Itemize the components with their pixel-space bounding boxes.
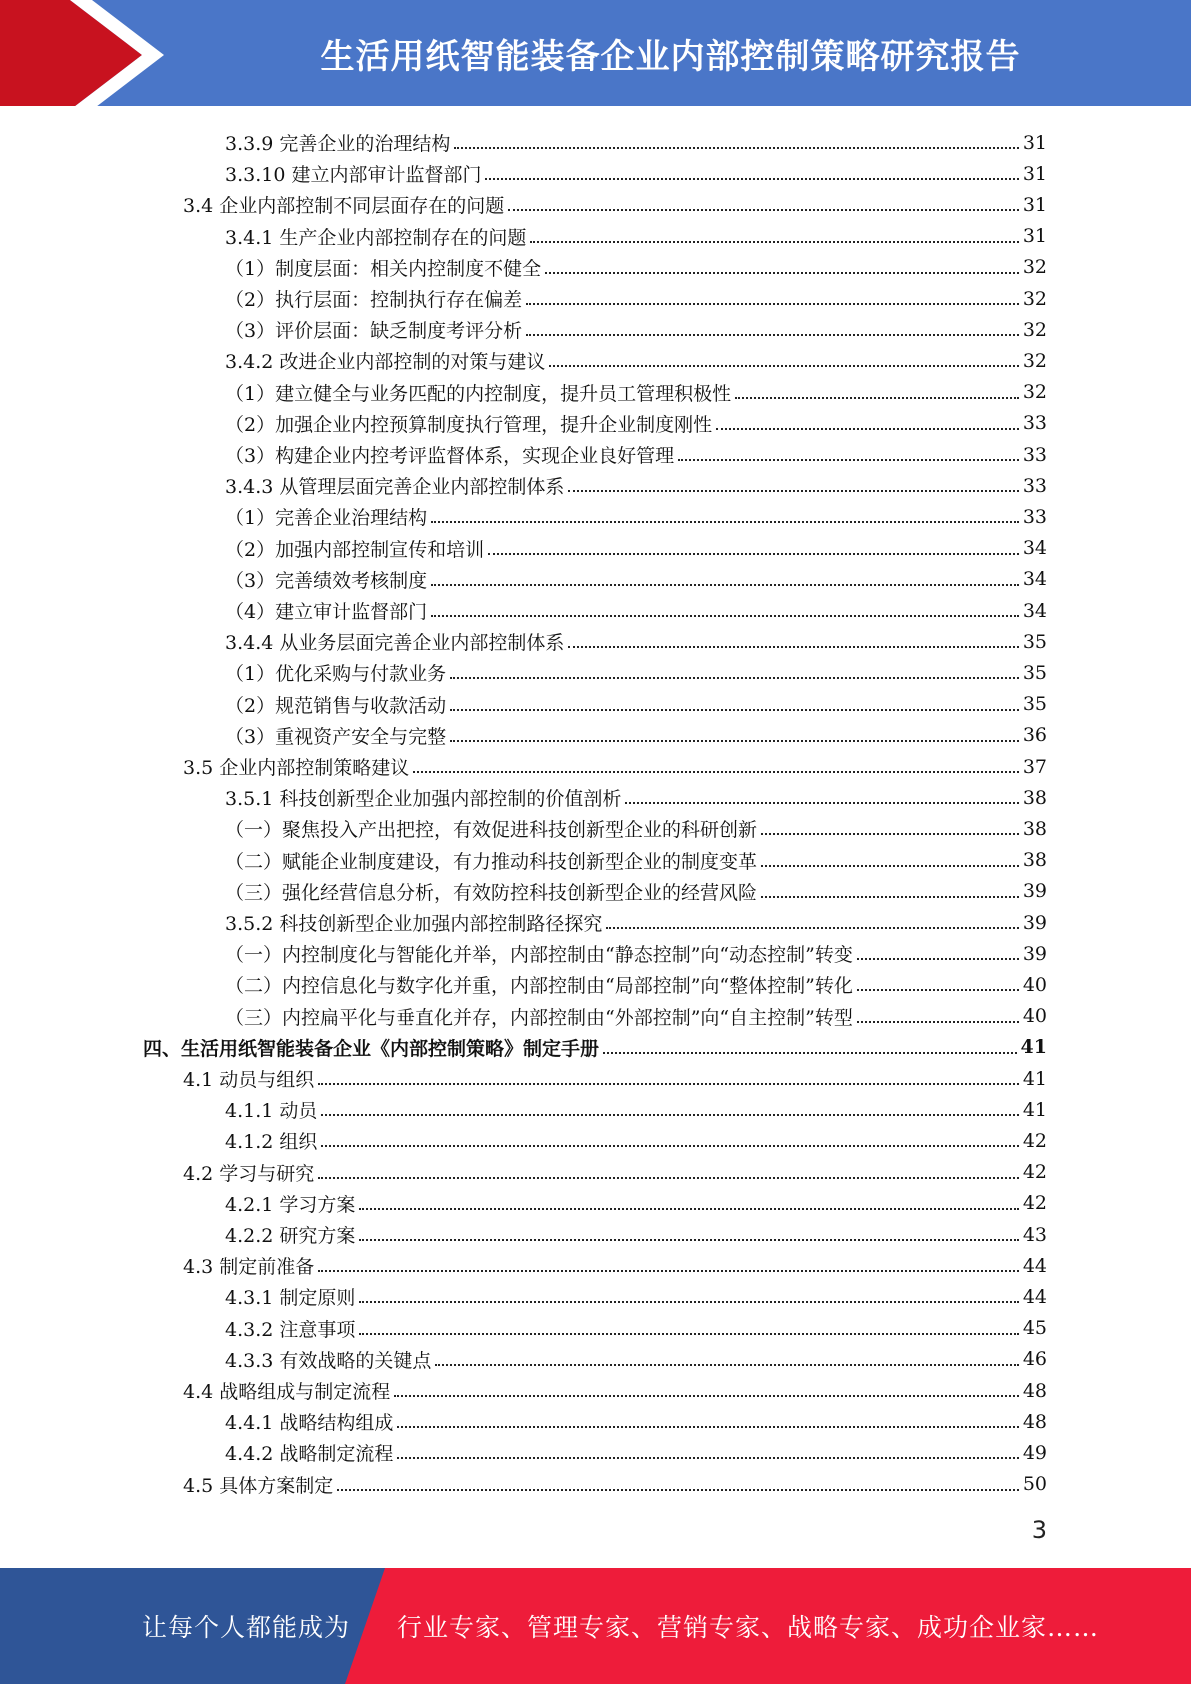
toc-entry-page: 34 bbox=[1022, 568, 1047, 591]
toc-entry-page: 33 bbox=[1022, 474, 1047, 497]
toc-entry[interactable] bbox=[225, 907, 1047, 938]
toc-entry[interactable] bbox=[225, 845, 1047, 876]
toc-entry-label: （3）评价层面：缺乏制度考评分析 bbox=[225, 320, 523, 343]
toc-entry[interactable] bbox=[183, 1375, 1047, 1406]
toc-leader-dots bbox=[321, 1113, 1018, 1116]
toc-entry[interactable] bbox=[225, 439, 1047, 470]
page-footer bbox=[0, 1568, 1191, 1684]
toc-entry[interactable] bbox=[225, 1313, 1047, 1344]
toc-leader-dots bbox=[716, 427, 1019, 430]
toc-entry-page: 33 bbox=[1022, 443, 1047, 466]
toc-entry-label: （一）聚焦投入产出把控，有效促进科技创新型企业的科研创新 bbox=[225, 819, 758, 842]
toc-leader-dots bbox=[568, 645, 1018, 648]
toc-leader-dots bbox=[359, 1300, 1018, 1303]
toc-entry[interactable] bbox=[183, 1250, 1047, 1281]
toc-leader-dots bbox=[761, 895, 1019, 898]
toc-leader-dots bbox=[397, 1456, 1018, 1459]
toc-entry-label: （2）加强企业内控预算制度执行管理，提升企业制度刚性 bbox=[225, 413, 713, 436]
toc-entry-page: 35 bbox=[1022, 630, 1047, 653]
toc-entry-page: 38 bbox=[1022, 786, 1047, 809]
toc-leader-dots bbox=[857, 988, 1019, 991]
toc-leader-dots bbox=[318, 1176, 1019, 1179]
toc-leader-dots bbox=[454, 146, 1018, 149]
toc-entry[interactable] bbox=[225, 1001, 1047, 1032]
toc-entry-page: 34 bbox=[1022, 599, 1047, 622]
toc-entry-label: （三）内控扁平化与垂直化并存，内部控制由“外部控制”向“自主控制”转型 bbox=[225, 1006, 853, 1029]
toc-entry[interactable] bbox=[225, 283, 1047, 314]
toc-leader-dots bbox=[735, 396, 1019, 399]
toc-leader-dots bbox=[857, 957, 1019, 960]
toc-entry-page: 32 bbox=[1022, 318, 1047, 341]
toc-entry-page: 35 bbox=[1022, 693, 1047, 716]
toc-entry-label: （二）赋能企业制度建设，有力推动科技创新型企业的制度变革 bbox=[225, 850, 758, 873]
toc-leader-dots bbox=[603, 1051, 1017, 1054]
toc-entry[interactable] bbox=[225, 158, 1047, 189]
toc-entry-label: （1）优化采购与付款业务 bbox=[225, 663, 447, 686]
toc-leader-dots bbox=[359, 1207, 1018, 1210]
toc-leader-dots bbox=[526, 302, 1019, 305]
toc-entry[interactable] bbox=[225, 1188, 1047, 1219]
toc-entry-label: 3.5.2 科技创新型企业加强内部控制路径探究 bbox=[225, 913, 603, 935]
toc-leader-dots bbox=[761, 832, 1019, 835]
toc-entry-page: 31 bbox=[1022, 225, 1047, 248]
toc-leader-dots bbox=[508, 208, 1019, 211]
toc-entry[interactable] bbox=[225, 564, 1047, 595]
toc-entry-page: 50 bbox=[1022, 1473, 1047, 1496]
toc-entry[interactable] bbox=[183, 1469, 1047, 1500]
toc-entry-page: 32 bbox=[1022, 287, 1047, 310]
toc-entry-label: （3）完善绩效考核制度 bbox=[225, 569, 428, 592]
toc-entry-page: 41 bbox=[1022, 1067, 1047, 1090]
toc-entry-label: 四、生活用纸智能装备企业《内部控制策略》制定手册 bbox=[143, 1037, 600, 1060]
toc-entry-page: 44 bbox=[1022, 1285, 1047, 1308]
toc-leader-dots bbox=[397, 1425, 1018, 1428]
toc-entry-label: 3.4.4 从业务层面完善企业内部控制体系 bbox=[225, 632, 565, 655]
toc-entry-page: 42 bbox=[1022, 1192, 1047, 1215]
toc-entry-page: 31 bbox=[1022, 131, 1047, 154]
toc-entry[interactable] bbox=[225, 501, 1047, 532]
toc-entry-page: 38 bbox=[1022, 817, 1047, 840]
toc-entry[interactable] bbox=[225, 595, 1047, 626]
toc-entry[interactable] bbox=[225, 657, 1047, 688]
toc-entry-label: 4.4.2 战略制定流程 bbox=[225, 1443, 394, 1466]
toc-entry-label: 4.2 学习与研究 bbox=[183, 1162, 315, 1185]
toc-leader-dots bbox=[530, 240, 1018, 243]
toc-leader-dots bbox=[488, 552, 1019, 555]
toc-entry-page: 36 bbox=[1022, 724, 1047, 747]
toc-entry-label: （1）完善企业治理结构 bbox=[225, 507, 428, 530]
toc-entry-page: 44 bbox=[1022, 1254, 1047, 1277]
toc-entry-label: （2）加强内部控制宣传和培训 bbox=[225, 538, 485, 561]
toc-leader-dots bbox=[318, 1269, 1019, 1272]
toc-entry-page: 35 bbox=[1022, 661, 1047, 684]
toc-entry[interactable] bbox=[225, 221, 1047, 252]
toc-entry-page: 32 bbox=[1022, 256, 1047, 279]
toc-entry[interactable] bbox=[225, 1344, 1047, 1375]
toc-entry-label: 4.4 战略组成与制定流程 bbox=[183, 1381, 391, 1403]
toc-entry[interactable] bbox=[183, 189, 1047, 220]
toc-entry-page: 31 bbox=[1022, 162, 1047, 185]
toc-entry-label: 4.5 具体方案制定 bbox=[183, 1474, 334, 1497]
toc-entry-page: 37 bbox=[1022, 755, 1047, 778]
toc-leader-dots bbox=[394, 1394, 1019, 1397]
toc-entry-page: 39 bbox=[1022, 880, 1047, 903]
toc-entry-label: 3.3.9 完善企业的治理结构 bbox=[225, 133, 451, 155]
toc-leader-dots bbox=[435, 1363, 1018, 1366]
toc-entry-label: 4.1.1 动员 bbox=[225, 1100, 318, 1123]
toc-entry-page: 41 bbox=[1020, 1036, 1047, 1059]
toc-leader-dots bbox=[485, 177, 1018, 180]
toc-entry[interactable] bbox=[225, 689, 1047, 720]
toc-entry-label: （4）建立审计监督部门 bbox=[225, 601, 428, 623]
toc-leader-dots bbox=[431, 520, 1019, 523]
toc-entry-label: 3.4.3 从管理层面完善企业内部控制体系 bbox=[225, 476, 565, 499]
report-title: 生活用纸智能装备企业内部控制策略研究报告 bbox=[320, 36, 1021, 77]
toc-leader-dots bbox=[359, 1332, 1018, 1335]
toc-entry-label: 3.4.1 生产企业内部控制存在的问题 bbox=[225, 226, 527, 249]
toc-entry-page: 32 bbox=[1022, 381, 1047, 404]
toc-leader-dots bbox=[337, 1488, 1019, 1491]
toc-entry[interactable] bbox=[225, 1281, 1047, 1312]
toc-entry-label: （1）制度层面：相关内控制度不健全 bbox=[225, 257, 542, 280]
toc-entry-label: 4.2.2 研究方案 bbox=[225, 1225, 356, 1247]
toc-entry[interactable] bbox=[225, 626, 1047, 657]
toc-entry-page: 39 bbox=[1022, 942, 1047, 965]
toc-entry-label: （3）构建企业内控考评监督体系，实现企业良好管理 bbox=[225, 445, 675, 467]
toc-entry[interactable] bbox=[225, 470, 1047, 501]
toc-entry-page: 32 bbox=[1022, 349, 1047, 372]
toc-entry-label: 3.4.2 改进企业内部控制的对策与建议 bbox=[225, 351, 546, 374]
toc-entry-page: 49 bbox=[1022, 1441, 1047, 1464]
toc-entry[interactable] bbox=[225, 1437, 1047, 1468]
toc-entry[interactable] bbox=[225, 1094, 1047, 1125]
toc-leader-dots bbox=[625, 801, 1018, 804]
toc-leader-dots bbox=[545, 271, 1019, 274]
toc-leader-dots bbox=[549, 364, 1018, 367]
toc-entry[interactable] bbox=[143, 1032, 1047, 1063]
toc-entry[interactable] bbox=[225, 782, 1047, 813]
toc-leader-dots bbox=[450, 676, 1019, 679]
toc-entry-page: 42 bbox=[1022, 1161, 1047, 1184]
toc-leader-dots bbox=[857, 1020, 1019, 1023]
toc-entry-label: 3.5.1 科技创新型企业加强内部控制的价值剖析 bbox=[225, 788, 622, 811]
toc-entry[interactable] bbox=[225, 720, 1047, 751]
toc-leader-dots bbox=[413, 770, 1019, 773]
toc-entry-label: 4.1 动员与组织 bbox=[183, 1069, 315, 1091]
toc-leader-dots bbox=[450, 739, 1019, 742]
toc-leader-dots bbox=[526, 333, 1019, 336]
toc-entry-page: 39 bbox=[1022, 911, 1047, 934]
toc-leader-dots bbox=[431, 614, 1019, 617]
toc-entry[interactable] bbox=[183, 1157, 1047, 1188]
toc-entry-page: 45 bbox=[1022, 1317, 1047, 1340]
toc-leader-dots bbox=[321, 1144, 1018, 1147]
toc-entry[interactable] bbox=[225, 1125, 1047, 1156]
toc-entry[interactable] bbox=[225, 938, 1047, 969]
toc-entry-page: 40 bbox=[1022, 1005, 1047, 1028]
toc-entry-page: 48 bbox=[1022, 1410, 1047, 1433]
footer-slogan-left: 让每个人都能成为 bbox=[142, 1613, 351, 1642]
toc-entry[interactable] bbox=[225, 377, 1047, 408]
toc-entry-label: （3）重视资产安全与完整 bbox=[225, 725, 447, 748]
toc-entry[interactable] bbox=[225, 1406, 1047, 1437]
toc-entry-page: 33 bbox=[1022, 412, 1047, 435]
toc-entry[interactable] bbox=[225, 969, 1047, 1000]
toc-entry[interactable] bbox=[225, 252, 1047, 283]
toc-entry-page: 31 bbox=[1022, 193, 1047, 216]
toc-entry-label: （一）内控制度化与智能化并举，内部控制由“静态控制”向“动态控制”转变 bbox=[225, 944, 853, 967]
toc-entry-label: 4.4.1 战略结构组成 bbox=[225, 1412, 394, 1435]
toc-leader-dots bbox=[450, 708, 1019, 711]
toc-entry[interactable] bbox=[225, 813, 1047, 844]
toc-leader-dots bbox=[359, 1238, 1018, 1241]
toc-entry[interactable] bbox=[225, 533, 1047, 564]
toc-entry-label: 4.3.2 注意事项 bbox=[225, 1318, 356, 1341]
toc-entry-label: 4.3.3 有效战略的关键点 bbox=[225, 1349, 432, 1372]
toc-leader-dots bbox=[318, 1082, 1019, 1085]
toc-entry-label: 4.3 制定前准备 bbox=[183, 1256, 315, 1279]
toc-entry[interactable] bbox=[225, 408, 1047, 439]
toc-entry-label: 4.1.2 组织 bbox=[225, 1131, 318, 1154]
toc-entry-page: 46 bbox=[1022, 1348, 1047, 1371]
toc-entry-page: 42 bbox=[1022, 1129, 1047, 1152]
toc-entry[interactable] bbox=[183, 751, 1047, 782]
toc-entry-page: 48 bbox=[1022, 1379, 1047, 1402]
toc-entry-label: （2）规范销售与收款活动 bbox=[225, 694, 447, 717]
toc-entry[interactable] bbox=[225, 314, 1047, 345]
toc-leader-dots bbox=[568, 489, 1018, 492]
toc-entry-page: 33 bbox=[1022, 505, 1047, 528]
toc-entry-label: 4.3.1 制定原则 bbox=[225, 1287, 356, 1310]
page-number: 3 bbox=[1031, 1516, 1047, 1544]
toc-entry[interactable] bbox=[183, 1063, 1047, 1094]
toc-entry-label: （二）内控信息化与数字化并重，内部控制由“局部控制”向“整体控制”转化 bbox=[225, 975, 853, 998]
toc-entry-label: （2）执行层面：控制执行存在偏差 bbox=[225, 289, 523, 311]
toc-entry-label: 3.4 企业内部控制不同层面存在的问题 bbox=[183, 195, 505, 218]
toc-entry-page: 43 bbox=[1022, 1223, 1047, 1246]
toc-entry-label: 4.2.1 学习方案 bbox=[225, 1193, 356, 1216]
toc-entry[interactable] bbox=[225, 345, 1047, 376]
page-header bbox=[0, 0, 1191, 110]
toc-entry[interactable] bbox=[225, 127, 1047, 158]
toc-entry-label: （三）强化经营信息分析，有效防控科技创新型企业的经营风险 bbox=[225, 881, 758, 904]
toc-entry-page: 38 bbox=[1022, 849, 1047, 872]
toc-entry[interactable] bbox=[225, 1219, 1047, 1250]
toc-entry-page: 41 bbox=[1022, 1098, 1047, 1121]
toc-entry-label: 3.5 企业内部控制策略建议 bbox=[183, 757, 410, 779]
toc-entry-label: 3.3.10 建立内部审计监督部门 bbox=[225, 164, 482, 187]
toc-leader-dots bbox=[761, 864, 1019, 867]
footer-slogan-right: 行业专家、管理专家、营销专家、战略专家、成功企业家…… bbox=[397, 1613, 1100, 1642]
toc-leader-dots bbox=[606, 926, 1018, 929]
toc-leader-dots bbox=[431, 583, 1019, 586]
toc-entry-page: 40 bbox=[1022, 973, 1047, 996]
toc-entry-page: 34 bbox=[1022, 537, 1047, 560]
toc-leader-dots bbox=[678, 458, 1019, 461]
toc-entry[interactable] bbox=[225, 876, 1047, 907]
toc-entry-label: （1）建立健全与业务匹配的内控制度，提升员工管理积极性 bbox=[225, 382, 732, 405]
